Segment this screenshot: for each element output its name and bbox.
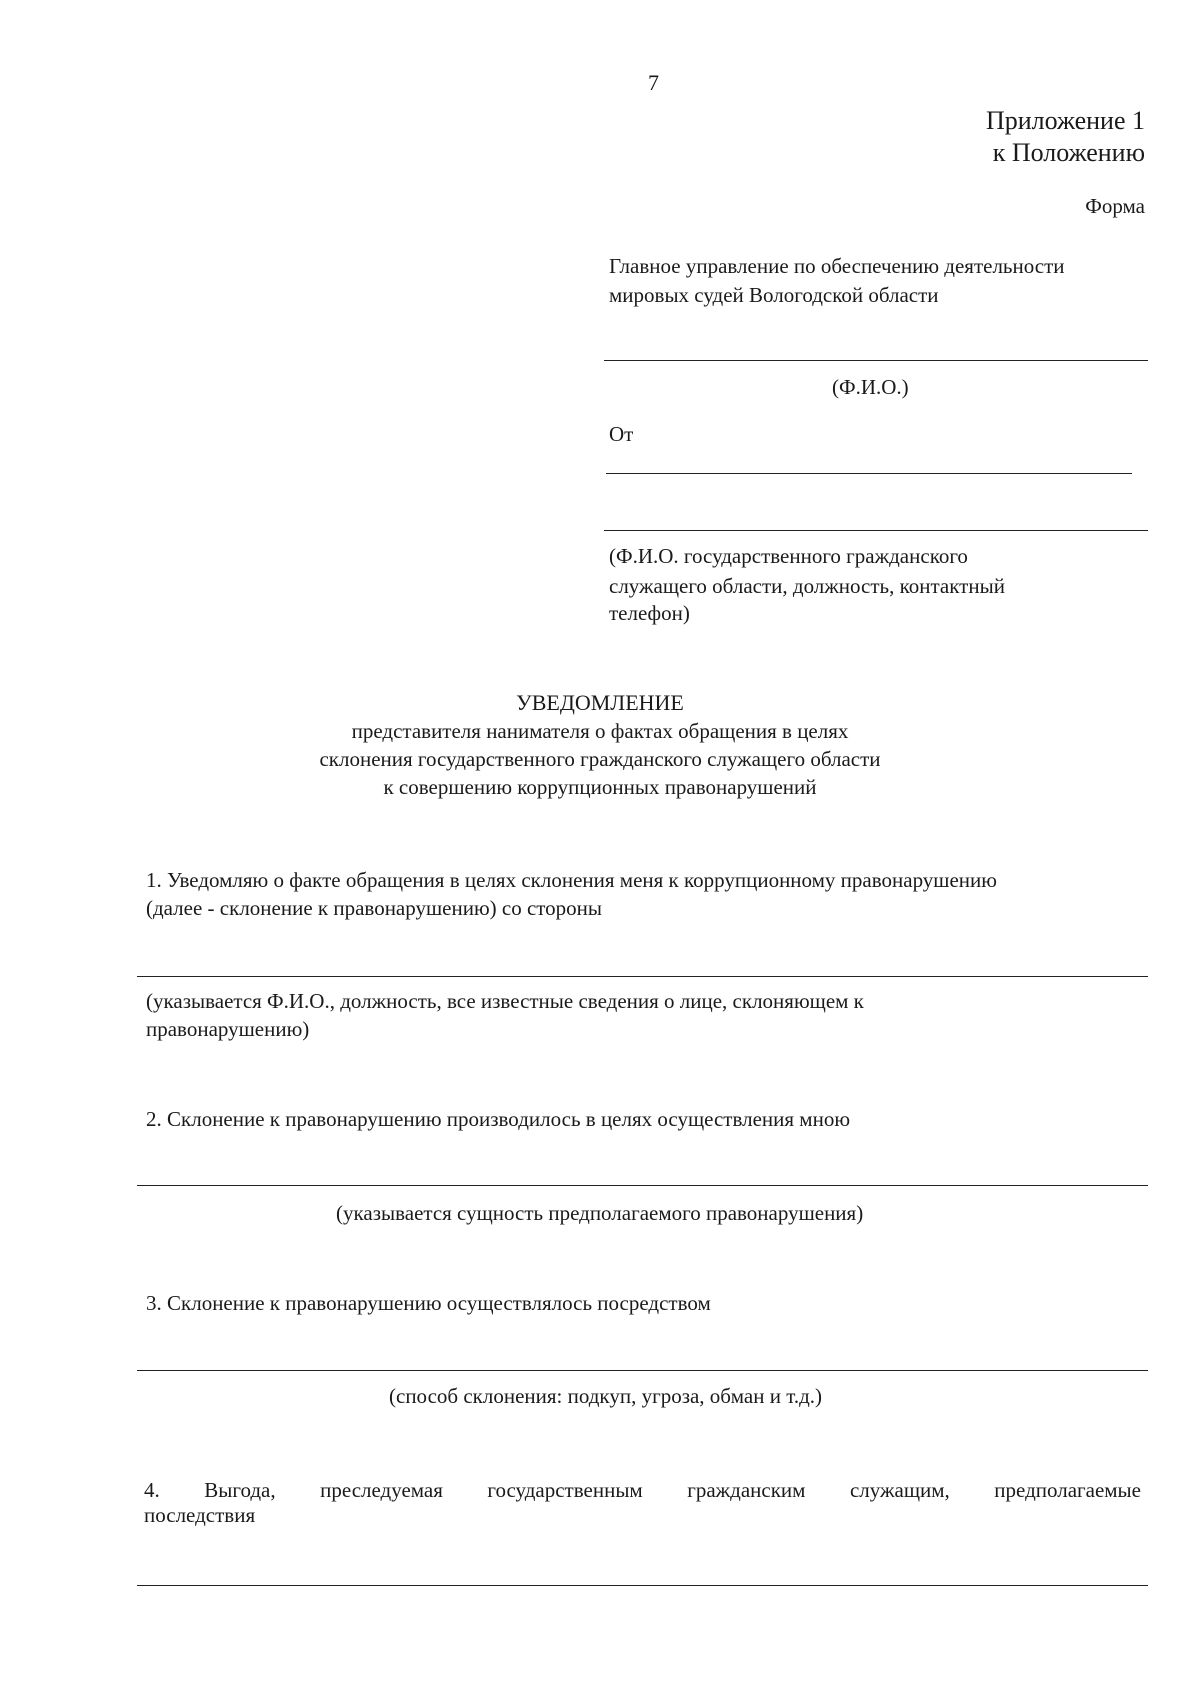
page-number: 7 — [648, 70, 659, 95]
item-2-blank[interactable] — [137, 1185, 1148, 1186]
item-4-word: служащим, — [849, 1478, 950, 1502]
item-1-caption-line-2: правонарушению) — [146, 1017, 310, 1041]
item-1-line-1: 1. Уведомляю о факте обращения в целях склонения меня к коррупционному правонарушению — [146, 868, 997, 892]
item-4-word: Выгода, — [204, 1478, 276, 1502]
item-4-word: 4. — [144, 1478, 160, 1502]
appendix-title: Приложение 1 — [985, 106, 1145, 135]
item-1-line-2: (далее - склонение к правонарушению) со стороны — [146, 896, 603, 920]
title-line-1: представителя нанимателя о фактах обращения в целях — [351, 719, 849, 743]
sender-caption-line-3: телефон) — [609, 601, 690, 625]
from-label: От — [609, 422, 634, 446]
item-4-line-2: последствия — [144, 1503, 256, 1527]
document-heading: УВЕДОМЛЕНИЕ — [516, 690, 684, 715]
item-3-blank[interactable] — [137, 1370, 1148, 1371]
sender-caption-line-1: (Ф.И.О. государственного гражданского — [609, 544, 968, 568]
item-4-word: преследуемая — [320, 1478, 443, 1502]
addressee-fio-blank[interactable] — [604, 360, 1148, 361]
item-4-word: государственным — [487, 1478, 643, 1502]
item-4-line-1 — [144, 1478, 1141, 1503]
fio-caption: (Ф.И.О.) — [832, 375, 909, 399]
sender-blank-1[interactable] — [606, 473, 1132, 474]
item-3-caption: (способ склонения: подкуп, угроза, обман и т.д.) — [389, 1384, 823, 1408]
form-label: Форма — [1085, 194, 1145, 218]
item-2-line-1: 2. Склонение к правонарушению производилось в целях осуществления мною — [146, 1107, 851, 1131]
title-line-3: к совершению коррупционных правонарушений — [383, 775, 817, 799]
addressee-line-2: мировых судей Вологодской области — [609, 283, 939, 307]
sender-blank-2[interactable] — [604, 530, 1148, 531]
item-4-blank[interactable] — [137, 1585, 1148, 1586]
item-1-caption-line-1: (указывается Ф.И.О., должность, все известные сведения о лице, склоняющем к — [146, 989, 864, 1013]
item-1-blank[interactable] — [137, 976, 1148, 977]
item-4-word: гражданским — [687, 1478, 806, 1502]
title-line-2: склонения государственного гражданского служащего области — [319, 747, 881, 771]
addressee-line-1: Главное управление по обеспечению деятельности — [609, 254, 1065, 278]
sender-caption-line-2: служащего области, должность, контактный — [609, 574, 1005, 598]
item-4-word: предполагаемые — [994, 1478, 1141, 1502]
appendix-subtitle: к Положению — [992, 138, 1145, 167]
item-2-caption: (указывается сущность предполагаемого правонарушения) — [336, 1201, 864, 1225]
item-3-line-1: 3. Склонение к правонарушению осуществлялось посредством — [146, 1291, 711, 1315]
